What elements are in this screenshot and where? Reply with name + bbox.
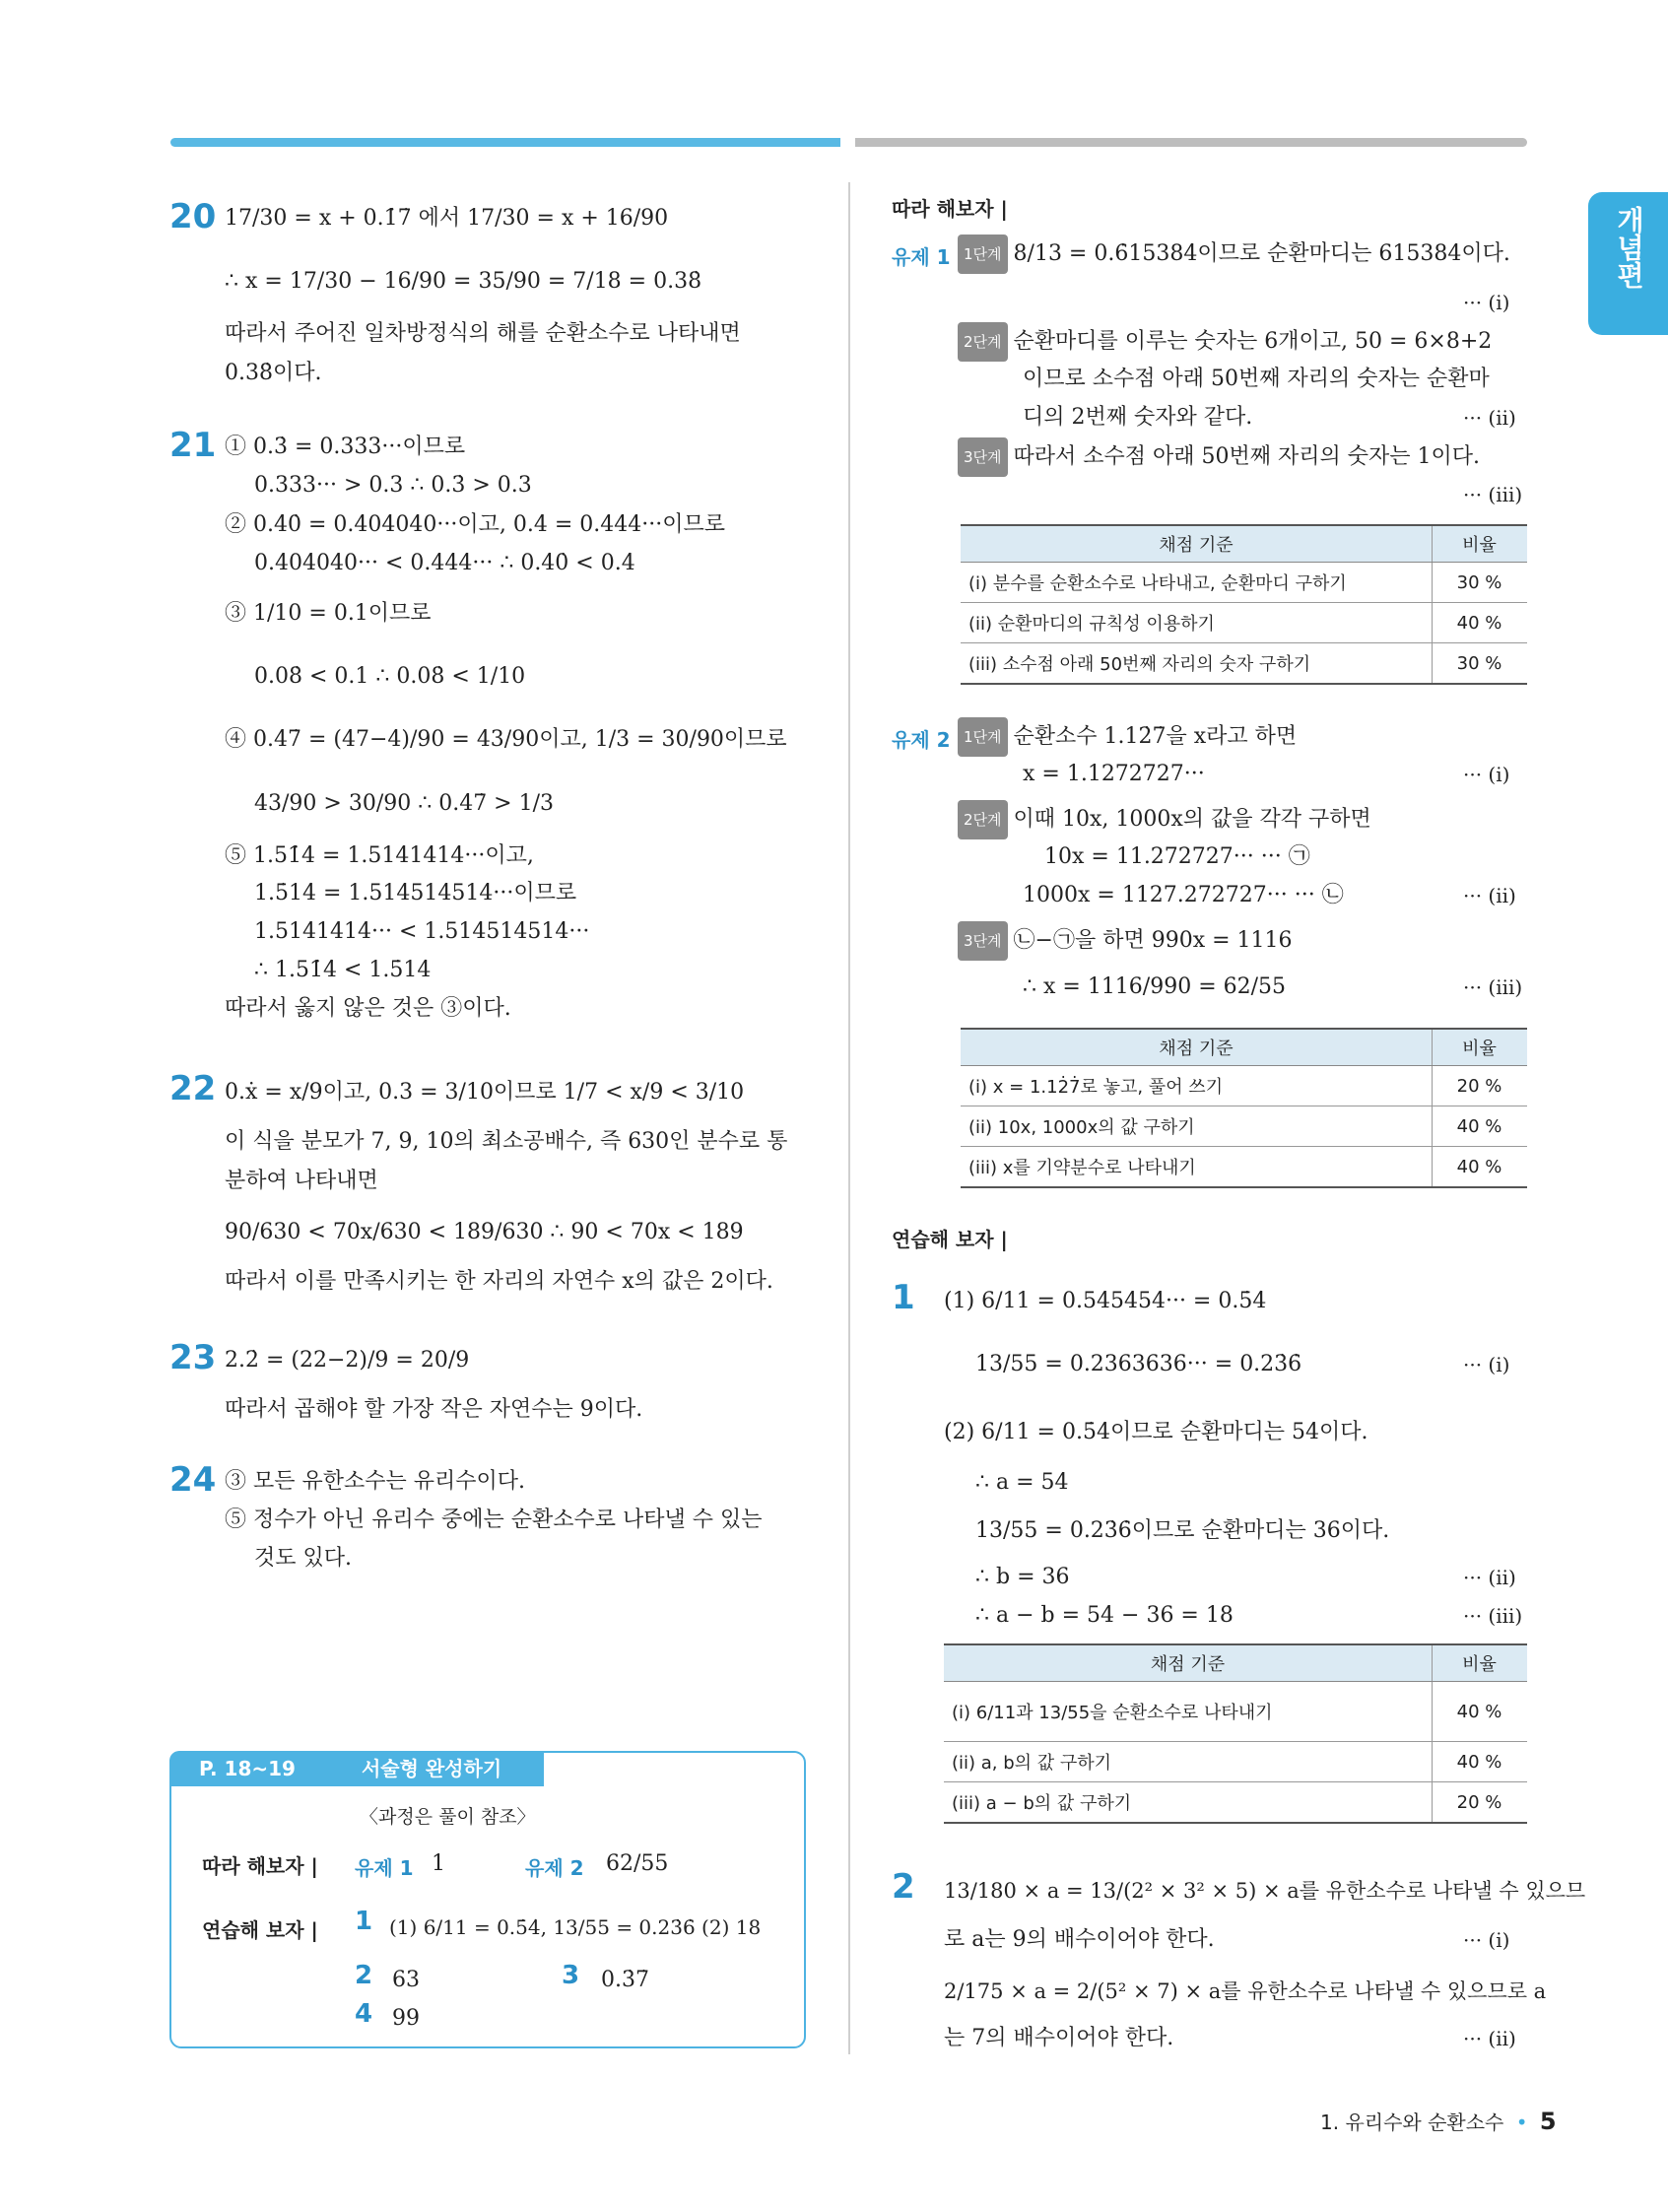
summary-p1-num: 1 [355,1907,373,1936]
p1-line-6: ∴ b = 36 [975,1565,1070,1589]
summary-p4-num: 4 [355,1999,373,2029]
table-cell: 40 % [1433,1742,1528,1782]
scoring-table-ex1 [961,524,1527,685]
q21-line-4: 0.404040··· < 0.444··· ∴ 0.4̇0̇ < 0.4̇ [254,551,635,575]
q22-line-2: 이 식을 분모가 7, 9, 10의 최소공배수, 즉 630인 분수로 통 [225,1129,788,1154]
q23-line-2: 따라서 곱해야 할 가장 작은 자연수는 9이다. [225,1397,643,1422]
summary-ex1-value: 1 [432,1851,445,1876]
bullet: • [1515,2111,1528,2134]
table-cell: (ii) 순환마디의 규칙성 이용하기 [961,603,1433,643]
ex1-step2-line-1: 순환마디를 이루는 숫자는 6개이고, 50 = 6×8+2 [1013,329,1493,354]
table-cell: (ii) 10x, 1000x의 값 구하기 [961,1106,1433,1147]
q21-line-7: ④ 0.47̇ = (47−4)/90 = 43/90이고, 1/3 = 30/90이므로 [225,727,787,752]
table-cell: (iii) a − b의 값 구하기 [944,1782,1433,1824]
practice-number: 2 [892,1867,915,1907]
mark-i: ··· (i) [1463,763,1510,786]
summary-ex2-label: 유제 2 [525,1856,584,1880]
table-row [961,643,1527,685]
summary-ex2-value: 62/55 [606,1851,669,1876]
top-bar-right [855,138,1527,147]
table-cell: (i) 6/11과 13/55을 순환소수로 나타내기 [944,1682,1433,1742]
summary-p4-value: 99 [392,2006,420,2031]
q20-line-1: 17/30 = x + 0.1̇7̇ 에서 17/30 = x + 16/90 [225,206,669,231]
q21-line-10: 1.5̇14̇ = 1.514514514···이므로 [254,881,577,905]
q21-line-13: 따라서 옳지 않은 것은 ③이다. [225,996,511,1021]
step-badge: 2단계 [958,800,1008,839]
mark-ii: ··· (ii) [1463,406,1516,430]
summary-page-label: P. 18~19 [199,1757,296,1780]
ex1-step2-line-3: 디의 2번째 숫자와 같다. [1023,405,1253,430]
practice-header: 연습해 보자 | [892,1228,1008,1251]
scoring-table-ex2 [961,1028,1527,1188]
table-row [961,603,1527,643]
ex2-step3-line-2: ∴ x = 1116/990 = 62/55 [1023,974,1287,999]
table-row [944,1742,1527,1782]
p1-line-4: ∴ a = 54 [975,1470,1069,1495]
summary-p3-value: 0.3̇7̇ [601,1968,649,1992]
q21-line-3: ② 0.4̇0̇ = 0.404040···이고, 0.4̇ = 0.444···이므로 [225,512,725,537]
table-header: 비율 [1433,525,1528,563]
question-number: 24 [169,1460,217,1500]
mark-iii: ··· (iii) [1463,483,1523,506]
table-header: 비율 [1433,1029,1528,1066]
p1-line-5: 13/55 = 0.23̇6̇이므로 순환마디는 36이다. [975,1518,1390,1543]
mark-iii: ··· (iii) [1463,1604,1523,1628]
table-row [961,1066,1527,1106]
ex1-step3-text: 따라서 소수점 아래 50번째 자리의 숫자는 1이다. [1013,444,1481,469]
table-cell: 40 % [1433,1106,1528,1147]
top-bar-left [170,138,840,147]
table-row [944,1682,1527,1742]
p2-line-4: 는 7의 배수이어야 한다. [944,2026,1174,2050]
table-header: 채점 기준 [961,525,1433,563]
table-row [944,1782,1527,1824]
mark-i: ··· (i) [1463,1928,1510,1952]
mark-iii: ··· (iii) [1463,975,1523,999]
q22-line-4: 90/630 < 70x/630 < 189/630 ∴ 90 < 70x < 189 [225,1220,744,1244]
summary-p2-num: 2 [355,1961,373,1990]
summary-p3-num: 3 [562,1961,580,1990]
q24-line-1: ③ 모든 유한소수는 유리수이다. [225,1469,525,1494]
mark-ii: ··· (ii) [1463,1566,1516,1589]
table-cell: 40 % [1433,603,1528,643]
table-cell: (i) 분수를 순환소수로 나타내고, 순환마디 구하기 [961,563,1433,603]
table-cell: (iii) x를 기약분수로 나타내기 [961,1147,1433,1188]
q21-line-9: ⑤ 1.51̇4̇ = 1.5141414···이고, [225,843,534,868]
question-number: 22 [169,1069,217,1108]
ex2-step2-line-2: 10x = 11.272727··· ··· ㉠ [1044,844,1310,869]
summary-note: 〈과정은 풀이 참조〉 [360,1806,536,1828]
mark-i: ··· (i) [1463,291,1510,314]
p2-line-1: 13/180 × a = 13/(2² × 3² × 5) × a를 유한소수로 나타낼 수 있으므 [944,1879,1586,1903]
q21-line-1: ① 0.3̇ = 0.333···이므로 [225,435,466,459]
table-header: 비율 [1433,1644,1528,1682]
q24-line-2: ⑤ 정수가 아닌 유리수 중에는 순환소수로 나타낼 수 있는 [225,1508,763,1532]
question-number: 23 [169,1338,217,1377]
p2-line-3: 2/175 × a = 2/(5² × 7) × a를 유한소수로 나타낼 수 있으므로 a [944,1979,1547,2003]
table-cell: (ii) a, b의 값 구하기 [944,1742,1433,1782]
ex2-step2-line-1: 이때 10x, 1000x의 값을 각각 구하면 [1013,807,1371,832]
table-cell: 30 % [1433,643,1528,685]
p1-line-1: (1) 6/11 = 0.545454··· = 0.5̇4̇ [944,1289,1267,1313]
summary-practice-label: 연습해 보자 | [202,1918,318,1942]
table-cell: 40 % [1433,1682,1528,1742]
mark-ii: ··· (ii) [1463,2027,1516,2050]
summary-header [169,1751,544,1786]
practice-number: 1 [892,1278,915,1317]
table-cell: (iii) 소수점 아래 50번째 자리의 숫자 구하기 [961,643,1433,685]
ex2-step2-line-3: 1000x = 1127.272727··· ··· ㉡ [1023,883,1344,907]
step-badge: 3단계 [958,921,1008,961]
follow-header: 따라 해보자 | [892,197,1008,221]
q21-line-8: 43/90 > 30/90 ∴ 0.47̇ > 1/3 [254,791,555,816]
q20-line-3: 따라서 주어진 일차방정식의 해를 순환소수로 나타내면 [225,321,741,346]
summary-p1-value: (1) 6/11 = 0.5̇4̇, 13/55 = 0.23̇6̇ (2) 18 [389,1915,762,1939]
scoring-table-p1 [944,1643,1527,1824]
summary-p2-value: 63 [392,1968,420,1992]
summary-follow-label: 따라 해보자 | [202,1854,318,1878]
table-cell: 20 % [1433,1782,1528,1824]
p1-line-2: 13/55 = 0.2363636··· = 0.23̇6̇ [975,1352,1302,1376]
table-header: 채점 기준 [961,1029,1433,1066]
q21-line-11: 1.5141414··· < 1.514514514··· [254,919,590,944]
mark-ii: ··· (ii) [1463,884,1516,907]
q24-line-3: 것도 있다. [254,1546,352,1571]
ex1-step2-line-2: 이므로 소수점 아래 50번째 자리의 숫자는 순환마 [1023,367,1490,391]
ex2-step1-line-1: 순환소수 1.12̇7̇을 x라고 하면 [1013,724,1298,749]
q21-line-12: ∴ 1.51̇4̇ < 1.5̇14̇ [254,958,432,982]
question-number: 20 [169,197,217,236]
q20-line-2: ∴ x = 17/30 − 16/90 = 35/90 = 7/18 = 0.38̇ [225,269,702,294]
mark-i: ··· (i) [1463,1353,1510,1376]
q22-line-1: 0.ẋ = x/9이고, 0.3 = 3/10이므로 1/7 < x/9 < 3/10 [225,1080,745,1105]
ex2-step3-line-1: ㉡−㉠을 하면 990x = 1116 [1013,928,1293,953]
q21-line-2: 0.333··· > 0.3 ∴ 0.3̇ > 0.3 [254,473,532,498]
table-cell: 40 % [1433,1147,1528,1188]
chapter-title: 1. 유리수와 순환소수 [1320,2111,1504,2134]
question-number: 21 [169,426,217,465]
ex2-step1-line-2: x = 1.1272727··· [1023,762,1205,786]
table-header: 채점 기준 [944,1644,1433,1682]
column-divider [848,182,850,2054]
step-badge: 1단계 [958,235,1008,274]
table-cell: (i) x = 1.12̇7̇로 놓고, 풀어 쓰기 [961,1066,1433,1106]
section-tab[interactable]: 개념편 [1588,192,1668,335]
table-cell: 20 % [1433,1066,1528,1106]
summary-box [169,1751,806,2048]
table-row [961,1106,1527,1147]
step-badge: 3단계 [958,437,1008,477]
p2-line-2: 로 a는 9의 배수이어야 한다. [944,1927,1215,1952]
ex2-label: 유제 2 [892,728,951,752]
ex1-label: 유제 1 [892,245,951,269]
summary-ex1-label: 유제 1 [355,1856,414,1880]
summary-title: 서술형 완성하기 [361,1757,502,1780]
q22-line-3: 분하여 나타내면 [225,1169,378,1193]
page-footer [1320,2107,1557,2135]
q20-line-4: 0.38̇이다. [225,361,322,385]
ex1-step1-text: 8/13 = 0.6̇15384̇이므로 순환마디는 615384이다. [1013,241,1510,266]
step-badge: 2단계 [958,322,1008,362]
table-row [961,1147,1527,1188]
page-number: 5 [1539,2108,1557,2135]
p1-line-3: (2) 6/11 = 0.5̇4̇이므로 순환마디는 54이다. [944,1420,1368,1444]
table-row [961,563,1527,603]
q21-line-5: ③ 1/10 = 0.1이므로 [225,601,432,626]
q21-line-6: 0.08̇ < 0.1 ∴ 0.08̇ < 1/10 [254,664,526,689]
p1-line-7: ∴ a − b = 54 − 36 = 18 [975,1603,1234,1628]
q23-line-1: 2.2̇ = (22−2)/9 = 20/9 [225,1348,470,1373]
table-cell: 30 % [1433,563,1528,603]
step-badge: 1단계 [958,717,1008,757]
q22-line-5: 따라서 이를 만족시키는 한 자리의 자연수 x의 값은 2이다. [225,1269,773,1294]
